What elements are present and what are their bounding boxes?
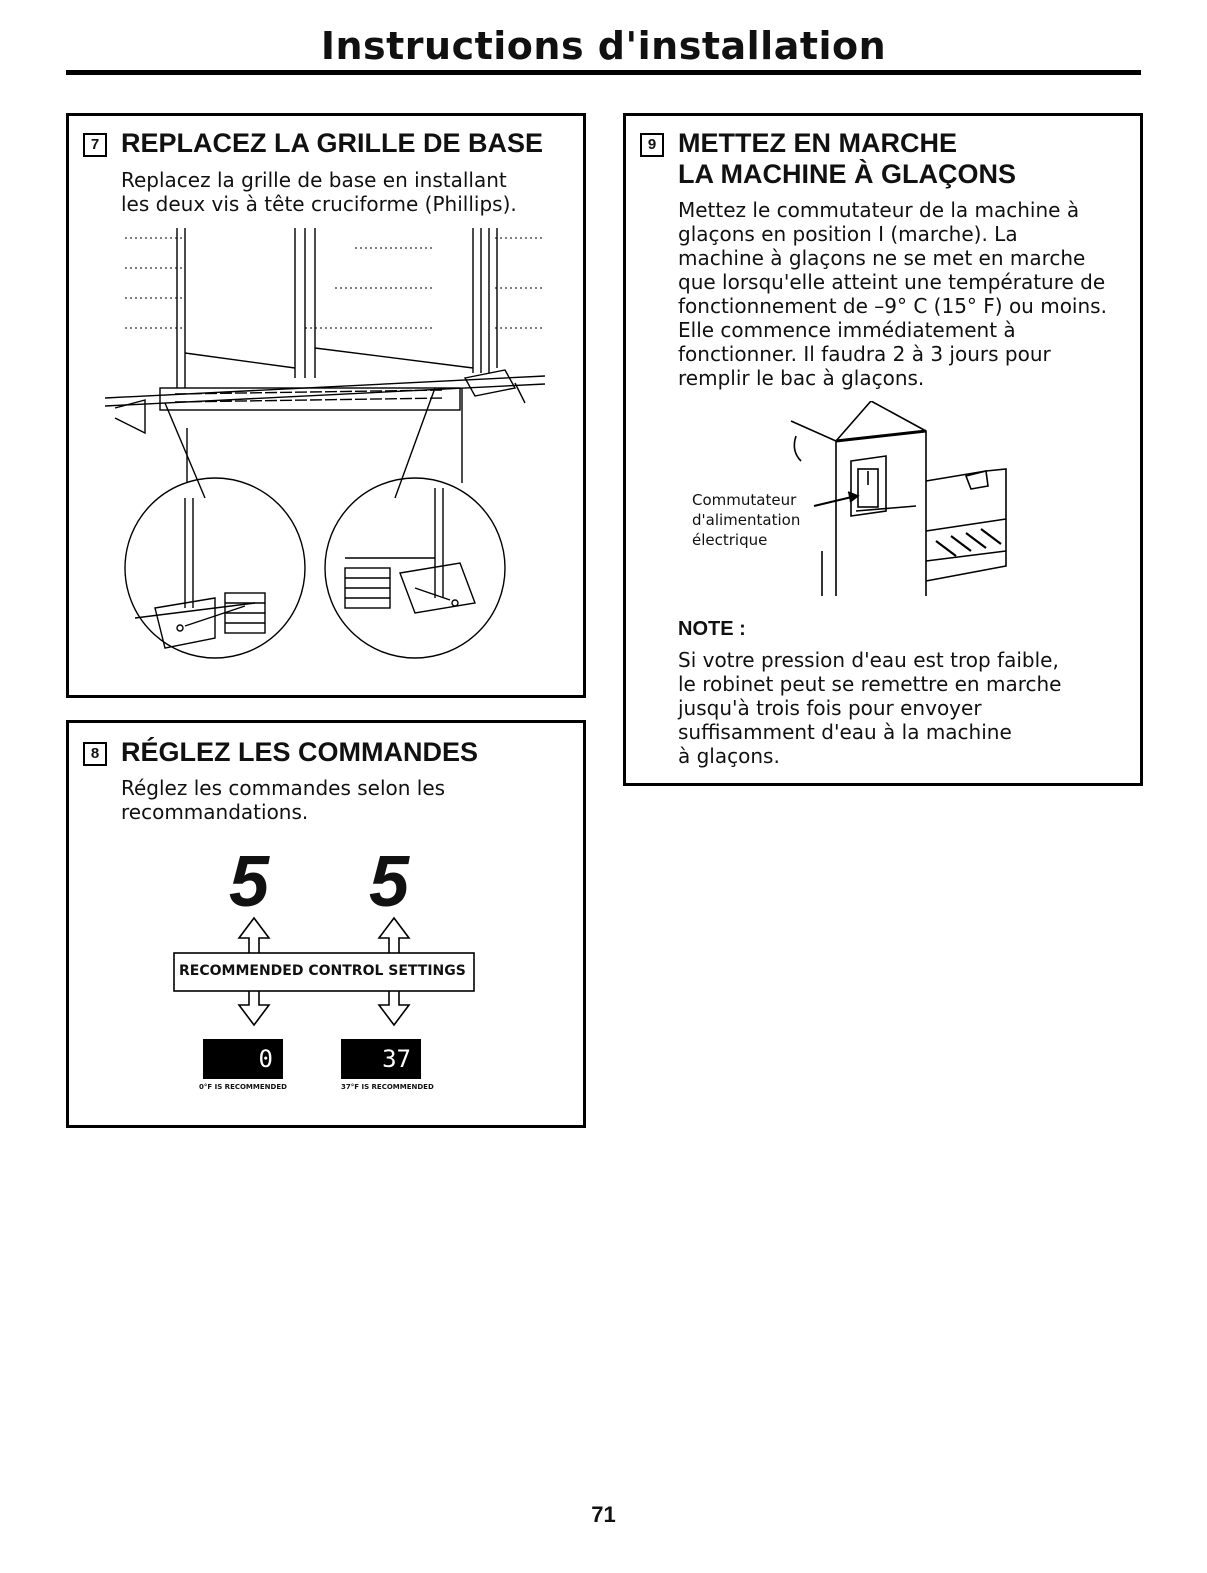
step-7-number: 7 bbox=[83, 133, 107, 157]
body-line: Elle commence immédiatement à bbox=[678, 318, 1016, 342]
body-line: que lorsqu'elle atteint une température de bbox=[678, 270, 1106, 294]
note-body bbox=[678, 648, 1061, 768]
step-7-heading bbox=[83, 128, 543, 159]
body-line: remplir le bac à glaçons. bbox=[678, 366, 925, 390]
freezer-setting-digit: 5 bbox=[229, 842, 270, 922]
step-8-number: 8 bbox=[83, 742, 107, 766]
switch-caption bbox=[692, 490, 800, 550]
step-9-title-line2: LA MACHINE À GLAÇONS bbox=[678, 159, 1016, 189]
freezer-temp-display: 0 bbox=[203, 1039, 283, 1079]
body-line: glaçons en position I (marche). La bbox=[678, 222, 1018, 246]
body-line: fonctionner. Il faudra 2 à 3 jours pour bbox=[678, 342, 1051, 366]
note-line: suffisamment d'eau à la machine bbox=[678, 720, 1012, 744]
note-line: à glaçons. bbox=[678, 744, 780, 768]
freezer-caption: 0°F IS RECOMMENDED bbox=[199, 1083, 287, 1091]
body-line: machine à glaçons ne se met en marche bbox=[678, 246, 1086, 270]
step-7-body bbox=[121, 168, 517, 216]
recommended-settings-banner: RECOMMENDED CONTROL SETTINGS bbox=[179, 963, 466, 979]
caption-line: électrique bbox=[692, 531, 768, 549]
step-8-title: RÉGLEZ LES COMMANDES bbox=[121, 737, 479, 767]
body-line: Réglez les commandes selon les bbox=[121, 776, 446, 800]
step-9-heading bbox=[640, 128, 1016, 190]
note-line: le robinet peut se remettre en marche bbox=[678, 672, 1062, 696]
body-line: Mettez le commutateur de la machine à bbox=[678, 198, 1080, 222]
fresh-food-setting-digit: 5 bbox=[369, 842, 410, 922]
fresh-food-temp-display: 37 bbox=[341, 1039, 421, 1079]
body-line: Replacez la grille de base en installant bbox=[121, 168, 507, 192]
note-label: NOTE : bbox=[678, 618, 746, 640]
body-line: les deux vis à tête cruciforme (Phillips). bbox=[121, 192, 517, 216]
step-9-body bbox=[678, 198, 1107, 390]
step-7-title: REPLACEZ LA GRILLE DE BASE bbox=[121, 128, 544, 158]
body-line: recommandations. bbox=[121, 800, 309, 824]
step-9-title-line1: METTEZ EN MARCHE bbox=[678, 128, 957, 158]
fresh-food-caption: 37°F IS RECOMMENDED bbox=[341, 1083, 434, 1091]
page-number: 71 bbox=[591, 1502, 616, 1527]
step-7-box bbox=[66, 113, 586, 698]
note-line: Si votre pression d'eau est trop faible, bbox=[678, 648, 1059, 672]
step-8-box bbox=[66, 720, 586, 1128]
base-grille-illustration bbox=[105, 228, 545, 668]
step-9-box bbox=[623, 113, 1143, 786]
note-line: jusqu'à trois fois pour envoyer bbox=[678, 696, 982, 720]
step-8-heading bbox=[83, 737, 478, 768]
step-9-number: 9 bbox=[640, 133, 664, 157]
step-8-body bbox=[121, 776, 445, 824]
body-line: fonctionnement de –9° C (15° F) ou moins. bbox=[678, 294, 1107, 318]
caption-line: Commutateur bbox=[692, 491, 797, 509]
page-title: Instructions d'installation bbox=[320, 24, 887, 68]
title-rule bbox=[66, 70, 1141, 75]
caption-line: d'alimentation bbox=[692, 511, 801, 529]
ice-maker-illustration bbox=[776, 401, 1026, 601]
